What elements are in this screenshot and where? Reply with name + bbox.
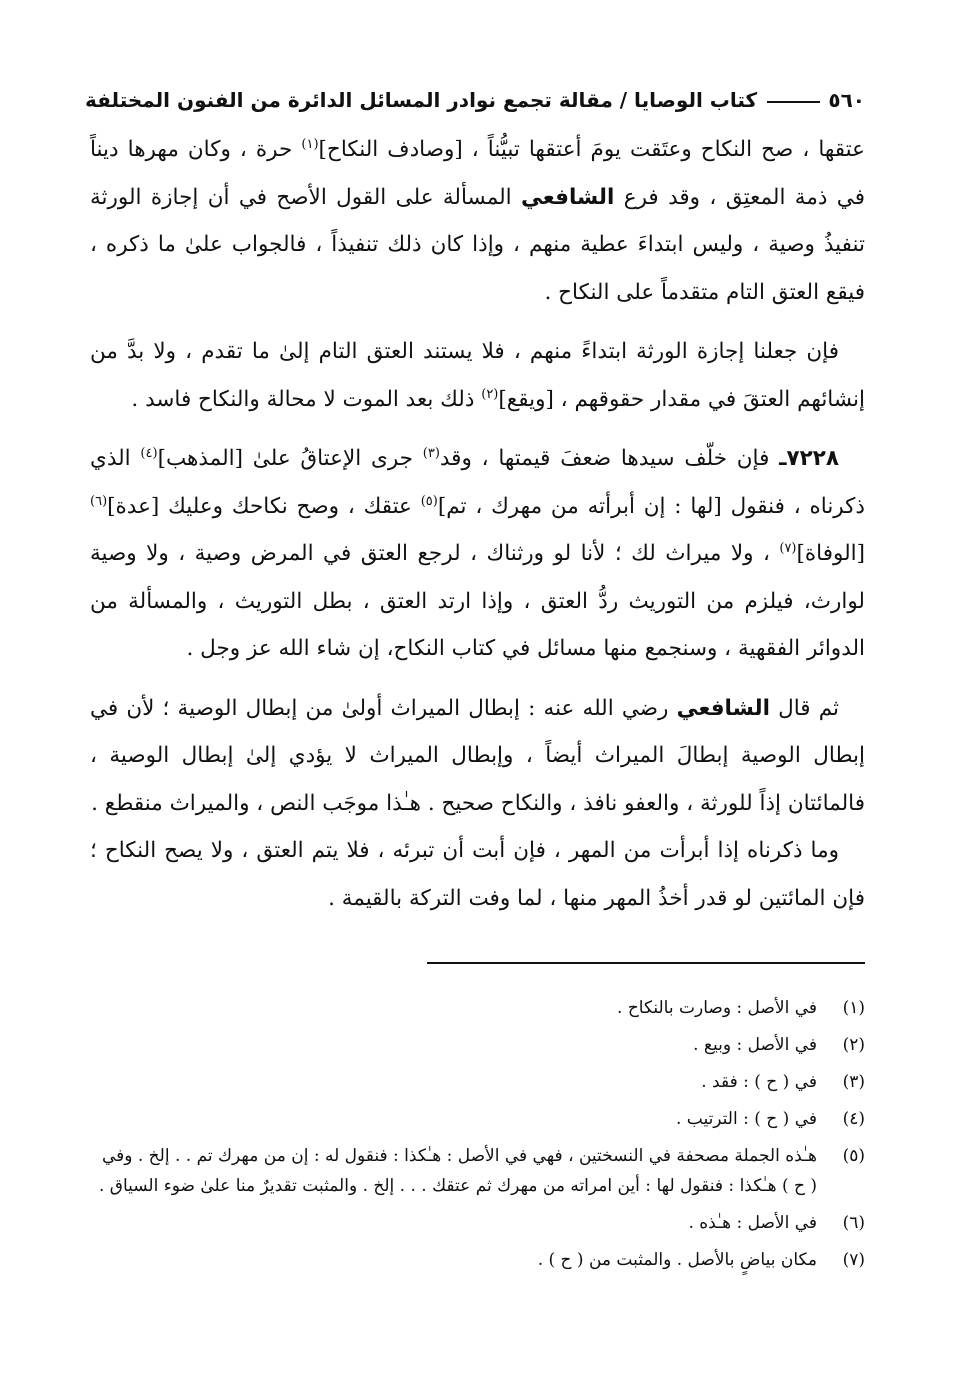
paragraph-text: المسألة على القول الأصح في أن إجازة الورثة تنفيذُ وصية ، وليس ابتداءَ عطية منهم ، وإذا كان ذلك تنفيذاً ، فالجواب علىٰ ما ذكره ، فيقع العتق التام متقدماً على النكاح .	[90, 184, 865, 305]
footnote-5	[90, 1138, 865, 1205]
paragraph-3	[90, 435, 865, 673]
footnote-number: (٣)	[842, 1072, 865, 1092]
footnote-text: في الأصل : هـٰذه .	[688, 1213, 817, 1233]
footnote-ref-4: (٤)	[140, 445, 158, 461]
running-title: كتاب الوصايا / مقالة تجمع نوادر المسائل الدائرة من الفنون المختلفة	[85, 88, 758, 112]
scholar-name: الشافعي	[521, 184, 615, 210]
footnote-number: (٥)	[842, 1146, 865, 1166]
paragraph-text: فإن خلّف سيدها ضعفَ قيمتها ، وقد	[439, 446, 780, 471]
paragraph-text: ثم قال	[769, 695, 839, 721]
footnote-number: (٤)	[842, 1109, 865, 1129]
footnote-7	[90, 1242, 865, 1279]
footnote-number: (٢)	[842, 1035, 865, 1055]
running-header	[85, 80, 865, 120]
paragraph-text: ذلك بعد الموت لا محالة والنكاح فاسد .	[131, 386, 482, 412]
footnotes	[90, 990, 865, 1279]
footnote-3	[90, 1064, 865, 1101]
footnote-2	[90, 1027, 865, 1064]
paragraph-1	[90, 126, 865, 316]
footnote-1	[90, 990, 865, 1027]
paragraph-text: رضي الله عنه : إبطال الميراث أولىٰ من إبطال الوصية ؛ لأن في إبطال الوصية إبطالَ الميراث أيضاً ، وإبطال الميراث لا يؤدي إلىٰ إبطال الوصية ، فالمائتان إذاً للورثة ، والعفو نافذ ، والنكاح صحيح . هـٰذا موجَب النص ، والميراث منقطع .	[90, 695, 865, 816]
footnote-ref-2: (٢)	[481, 386, 499, 402]
footnote-text: هـٰذه الجملة مصحفة في النسختين ، فهي في الأصل : هـٰكذا : فنقول له : إن من مهرك تم . . إلخ . وفي ( ح ) هـٰكذا : فنقول لها : أين امراته من مهرك ثم عتقك . . . إلخ . والمثبت تقديرٌ منا علىٰ ضوء السياق .	[98, 1146, 817, 1196]
footnote-number: (٧)	[842, 1250, 865, 1270]
footnote-ref-3: (٣)	[422, 445, 440, 461]
paragraph-text: عتقها ، صح النكاح وعتَقت يومَ أعتقها تبيُّناً ، [وصادف النكاح]	[318, 137, 865, 162]
footnote-text: في ( ح ) : الترتيب .	[675, 1109, 817, 1129]
footnote-ref-1: (١)	[301, 136, 319, 152]
paragraph-4	[90, 685, 865, 828]
footnote-6	[90, 1205, 865, 1242]
footnote-4	[90, 1101, 865, 1138]
header-rule	[767, 101, 820, 103]
footnote-ref-5: (٥)	[420, 493, 438, 509]
main-text	[90, 126, 865, 922]
issue-number: ٧٢٢٨ـ	[779, 446, 840, 471]
page-number: ٥٦٠	[828, 88, 865, 112]
paragraph-text: ، ولا ميراث لك ؛ لأنا لو ورثناك ، لرجع العتق في المرض وصية ، ولا وصية لوارث، فيلزم من التوريث ردُّ العتق ، وإذا ارتد العتق ، بطل التوريث ، والمسألة من الدوائر الفقهية ، وسنجمع منها مسائل في كتاب النكاح، إن شاء الله عز وجل .	[90, 541, 865, 661]
footnote-text: في الأصل : وبيع .	[693, 1035, 817, 1055]
paragraph-text: فإن جعلنا إجازة الورثة ابتداءً منهم ، فلا يستند العتق التام إلىٰ ما تقدم ، ولا بدَّ من إنشائهم العتقَ في مقدار حقوقهم ، [ويقع]	[90, 339, 865, 412]
footnote-separator	[427, 962, 865, 964]
footnote-number: (٦)	[842, 1213, 865, 1233]
footnote-number: (١)	[842, 998, 865, 1018]
paragraph-text: عتقك ، وصح نكاحك وعليك [عدة]	[107, 493, 421, 519]
paragraph-text: الذي ذكرناه ، فنقول [لها : إن أبرأته من مهرك ، تم]	[90, 446, 865, 519]
footnote-ref-6: (٦)	[90, 493, 108, 509]
paragraph-text: جرى الإعتاقُ علىٰ [المذهب]	[157, 446, 423, 471]
footnote-text: في ( ح ) : فقد .	[701, 1072, 817, 1092]
paragraph-2	[90, 328, 865, 423]
paragraph-text: وما ذكرناه إذا أبرأت من المهر ، فإن أبت أن تبرئه ، فلا يتم العتق ، ولا يصح النكاح ؛ فإن المائتين لو قدر أخذُ المهر منها ، لما وفت التركة بالقيمة .	[90, 838, 865, 911]
paragraph-5	[90, 827, 865, 922]
footnote-text: في الأصل : وصارت بالنكاح .	[617, 998, 817, 1018]
paragraph-text: حرة ، وكان مهرها ديناً في ذمة المعتِق ، وقد فرع	[90, 137, 865, 210]
scholar-name: الشافعي	[676, 695, 770, 721]
footnote-ref-7: (٧)	[779, 540, 797, 556]
paragraph-text: [الوفاة]	[796, 541, 865, 566]
footnote-text: مكان بياضٍ بالأصل . والمثبت من ( ح ) .	[537, 1250, 817, 1270]
